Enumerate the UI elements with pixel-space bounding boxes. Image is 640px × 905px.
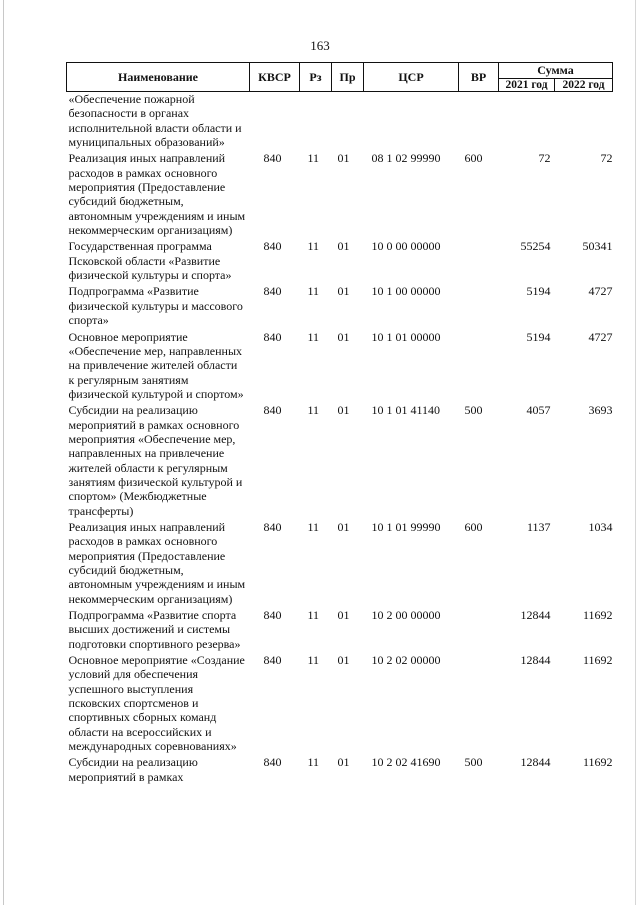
row-rz: 11 [307, 284, 320, 299]
row-kvsr: 840 [263, 608, 282, 623]
row-sum-2022: 50341 [582, 239, 613, 254]
row-pr: 01 [337, 653, 350, 668]
row-rz: 11 [307, 239, 320, 254]
table-row [67, 401, 613, 518]
row-rz: 11 [307, 329, 320, 344]
row-rz [300, 92, 332, 150]
row-rz: 11 [307, 403, 320, 418]
row-pr: 01 [337, 608, 350, 623]
row-vr [459, 237, 499, 282]
row-pr: 01 [337, 519, 350, 534]
page-number: 163 [310, 38, 330, 53]
row-csr: 10 2 02 00000 [371, 653, 441, 668]
header-year-2022: 2022 год [555, 79, 613, 92]
row-name: Субсидии на реализацию мероприятий в рамках основного мероприятия «Обеспечение мер, направленных на привлечение жителей области к регулярным занятиям физической культурой и спортом» (Межбюджетные трансферты) [68, 403, 243, 518]
row-kvsr: 840 [263, 284, 282, 299]
row-sum-2021 [499, 92, 555, 150]
row-csr [364, 92, 459, 150]
row-vr: 600 [464, 151, 483, 166]
row-csr: 10 0 00 00000 [371, 239, 441, 254]
row-rz: 11 [307, 755, 320, 770]
table-row [67, 282, 613, 327]
header-kvsr: КВСР [250, 63, 300, 92]
row-csr: 10 2 02 41690 [371, 755, 441, 770]
row-pr [332, 92, 364, 150]
row-csr: 10 1 00 00000 [371, 284, 441, 299]
row-kvsr: 840 [263, 755, 282, 770]
row-kvsr [250, 92, 300, 150]
row-sum-2021: 5194 [526, 284, 551, 299]
budget-table [66, 62, 613, 784]
row-vr: 500 [464, 403, 483, 418]
table-row [67, 518, 613, 606]
row-sum-2022: 11692 [582, 653, 613, 668]
row-sum-2021: 12844 [520, 653, 551, 668]
row-name: Основное мероприятие «Создание условий для обеспечения успешного выступления псковских спортсменов и спортивных сборных команд области на всероссийских и международных соревнованиях» [68, 653, 245, 754]
scan-edge-right [635, 0, 636, 905]
row-sum-2021: 12844 [520, 608, 551, 623]
row-sum-2021: 12844 [520, 755, 551, 770]
row-vr [459, 92, 499, 150]
row-sum-2022: 72 [600, 151, 613, 166]
row-sum-2022: 4727 [588, 284, 613, 299]
row-sum-2021: 72 [538, 151, 551, 166]
row-rz: 11 [307, 653, 320, 668]
row-sum-2022: 1034 [588, 519, 613, 534]
row-csr: 10 1 01 00000 [371, 329, 441, 344]
row-sum-2022 [555, 92, 613, 150]
row-kvsr: 840 [263, 519, 282, 534]
header-csr: ЦСР [364, 63, 459, 92]
row-vr [459, 606, 499, 651]
row-sum-2022: 11692 [582, 608, 613, 623]
row-pr: 01 [337, 755, 350, 770]
row-name: Подпрограмма «Развитие спорта высших достижений и системы подготовки спортивного резерва» [68, 608, 241, 651]
row-pr: 01 [337, 284, 350, 299]
row-vr [459, 282, 499, 327]
scan-edge-left [3, 0, 4, 905]
row-name: Государственная программа Псковской области «Развитие физической культуры и спорта» [68, 239, 232, 283]
header-pr: Пр [332, 63, 364, 92]
row-csr: 10 1 01 41140 [371, 403, 441, 418]
row-name: Реализация иных направлений расходов в рамках основного мероприятия (Предоставление субсидий бюджетным, автономным учреждениям и иным некоммерческим организациям) [68, 519, 246, 606]
row-csr: 08 1 02 99990 [371, 151, 441, 166]
row-name: «Обеспечение пожарной безопасности в органах исполнительной власти области и муниципальных образований» [68, 92, 242, 150]
header-vr: ВР [459, 63, 499, 92]
row-pr: 01 [337, 403, 350, 418]
row-vr: 500 [464, 755, 483, 770]
row-sum-2021: 4057 [526, 403, 551, 418]
row-vr [459, 651, 499, 753]
header-sum: Сумма [499, 63, 613, 79]
row-name: Субсидии на реализацию мероприятий в рамках [68, 755, 198, 784]
row-rz: 11 [307, 151, 320, 166]
table-row [67, 651, 613, 753]
row-sum-2022: 3693 [588, 403, 613, 418]
row-name: Основное мероприятие «Обеспечение мер, направленных на привлечение жителей области к регулярным занятиям физической культурой и спортом» [68, 329, 244, 401]
row-pr: 01 [337, 239, 350, 254]
row-name: Реализация иных направлений расходов в рамках основного мероприятия (Предоставление субсидий бюджетным, автономным учреждениям и иным некоммерческим организациям) [68, 151, 246, 238]
table-row [67, 606, 613, 651]
row-sum-2021: 1137 [526, 519, 551, 534]
table-row [67, 92, 613, 150]
row-vr: 600 [464, 519, 483, 534]
table-row [67, 149, 613, 237]
table-row [67, 753, 613, 784]
row-sum-2022: 11692 [582, 755, 613, 770]
row-rz: 11 [307, 608, 320, 623]
row-name: Подпрограмма «Развитие физической культуры и массового спорта» [68, 284, 243, 328]
header-year-2021: 2021 год [499, 79, 555, 92]
row-sum-2021: 5194 [526, 329, 551, 344]
table-row [67, 328, 613, 402]
row-kvsr: 840 [263, 329, 282, 344]
row-kvsr: 840 [263, 151, 282, 166]
row-kvsr: 840 [263, 403, 282, 418]
header-name: Наименование [67, 63, 250, 92]
row-kvsr: 840 [263, 239, 282, 254]
row-rz: 11 [307, 519, 320, 534]
row-sum-2022: 4727 [588, 329, 613, 344]
row-sum-2021: 55254 [520, 239, 551, 254]
header-rz: Рз [300, 63, 332, 92]
row-vr [459, 328, 499, 402]
row-pr: 01 [337, 151, 350, 166]
row-pr: 01 [337, 329, 350, 344]
table-body [67, 92, 613, 785]
row-csr: 10 1 01 99990 [371, 519, 441, 534]
table-header [67, 63, 613, 92]
row-csr: 10 2 00 00000 [371, 608, 441, 623]
row-kvsr: 840 [263, 653, 282, 668]
table-row [67, 237, 613, 282]
